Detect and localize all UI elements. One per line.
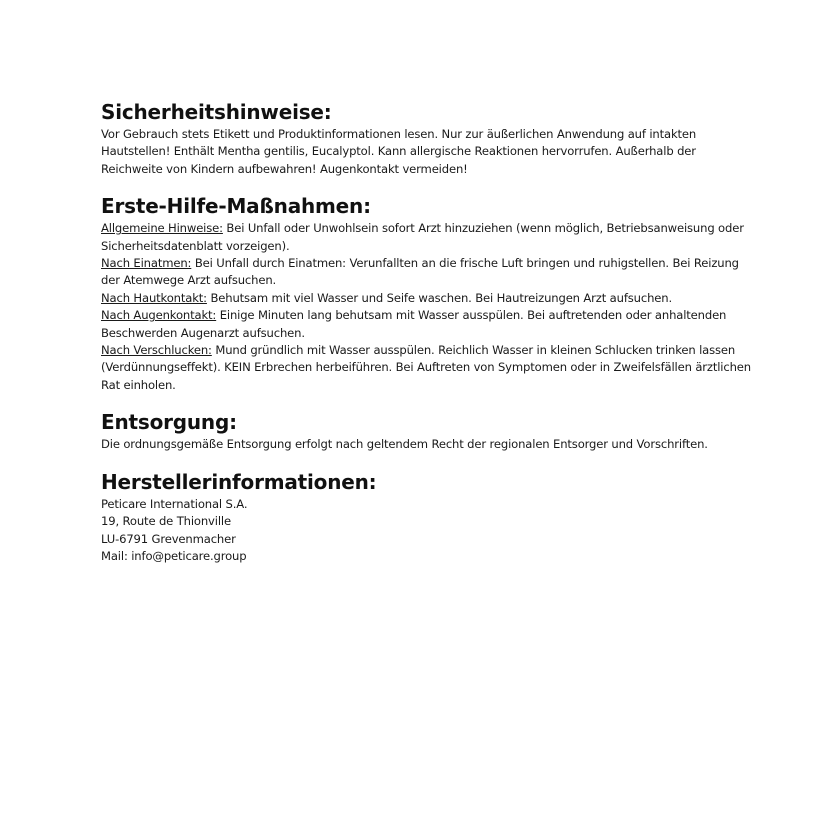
text-nach-verschlucken: Mund gründlich mit Wasser ausspülen. Reichlich Wasser in kleinen Schlucken trinken lassen (Verdünnungseffekt). KEIN Erbrechen herbeiführen. Bei Auftreten von Symptomen oder in Zweifelsfällen ärztlichen Rat einholen. bbox=[101, 343, 751, 392]
heading-erste-hilfe: Erste-Hilfe-Maßnahmen: bbox=[101, 194, 371, 219]
text-nach-einatmen: Bei Unfall durch Einatmen: Verunfallten an die frische Luft bringen und ruhigstellen. Bei Reizung der Atemwege Arzt aufsuchen. bbox=[101, 256, 739, 288]
erste-hilfe-item-allgemein bbox=[101, 220, 761, 255]
label-allgemeine-hinweise: Allgemeine Hinweise: bbox=[101, 221, 223, 236]
heading-herstellerinformationen: Herstellerinformationen: bbox=[101, 469, 377, 494]
label-nach-augenkontakt: Nach Augenkontakt: bbox=[101, 308, 217, 323]
paragraph-sicherheitshinweise: Vor Gebrauch stets Etikett und Produktinformationen lesen. Nur zur äußerlichen Anwendung auf intakten Hautstellen! Enthält Mentha gentilis, Eucalyptol. Kann allergische Reaktionen hervorrufen. Außerhalb der Reichweite von Kindern aufbewahren! Augenkontakt vermeiden! bbox=[101, 127, 697, 176]
section-herstellerinformationen bbox=[101, 468, 761, 566]
section-erste-hilfe bbox=[101, 192, 761, 394]
label-nach-verschlucken: Nach Verschlucken: bbox=[101, 343, 212, 358]
manufacturer-street: 19, Route de Thionville bbox=[101, 514, 231, 529]
text-nach-augenkontakt: Einige Minuten lang behutsam mit Wasser ausspülen. Bei auftretenden oder anhaltenden Beschwerden Augenarzt aufsuchen. bbox=[101, 308, 727, 340]
erste-hilfe-item-einatmen bbox=[101, 255, 761, 290]
product-info-document bbox=[101, 98, 761, 579]
text-nach-hautkontakt: Behutsam mit viel Wasser und Seife waschen. Bei Hautreizungen Arzt aufsuchen. bbox=[206, 290, 672, 305]
heading-sicherheitshinweise: Sicherheitshinweise: bbox=[101, 100, 332, 124]
manufacturer-city: LU-6791 Grevenmacher bbox=[101, 531, 236, 546]
section-sicherheitshinweise bbox=[101, 98, 761, 178]
text-allgemeine-hinweise: Bei Unfall oder Unwohlsein sofort Arzt hinzuziehen (wenn möglich, Betriebsanweisung oder Sicherheitsdatenblatt vorzeigen). bbox=[101, 221, 744, 253]
erste-hilfe-item-verschlucken bbox=[101, 342, 761, 394]
paragraph-entsorgung: Die ordnungsgemäße Entsorgung erfolgt nach geltendem Recht der regionalen Entsorger und Vorschriften. bbox=[101, 437, 708, 452]
erste-hilfe-item-hautkontakt bbox=[101, 290, 761, 307]
erste-hilfe-item-augenkontakt bbox=[101, 307, 761, 342]
label-nach-hautkontakt: Nach Hautkontakt: bbox=[101, 290, 207, 305]
manufacturer-email: Mail: info@peticare.group bbox=[101, 548, 247, 563]
section-entsorgung bbox=[101, 408, 761, 453]
heading-entsorgung: Entsorgung: bbox=[101, 410, 237, 435]
manufacturer-name: Peticare International S.A. bbox=[101, 496, 248, 511]
label-nach-einatmen: Nach Einatmen: bbox=[101, 256, 192, 271]
